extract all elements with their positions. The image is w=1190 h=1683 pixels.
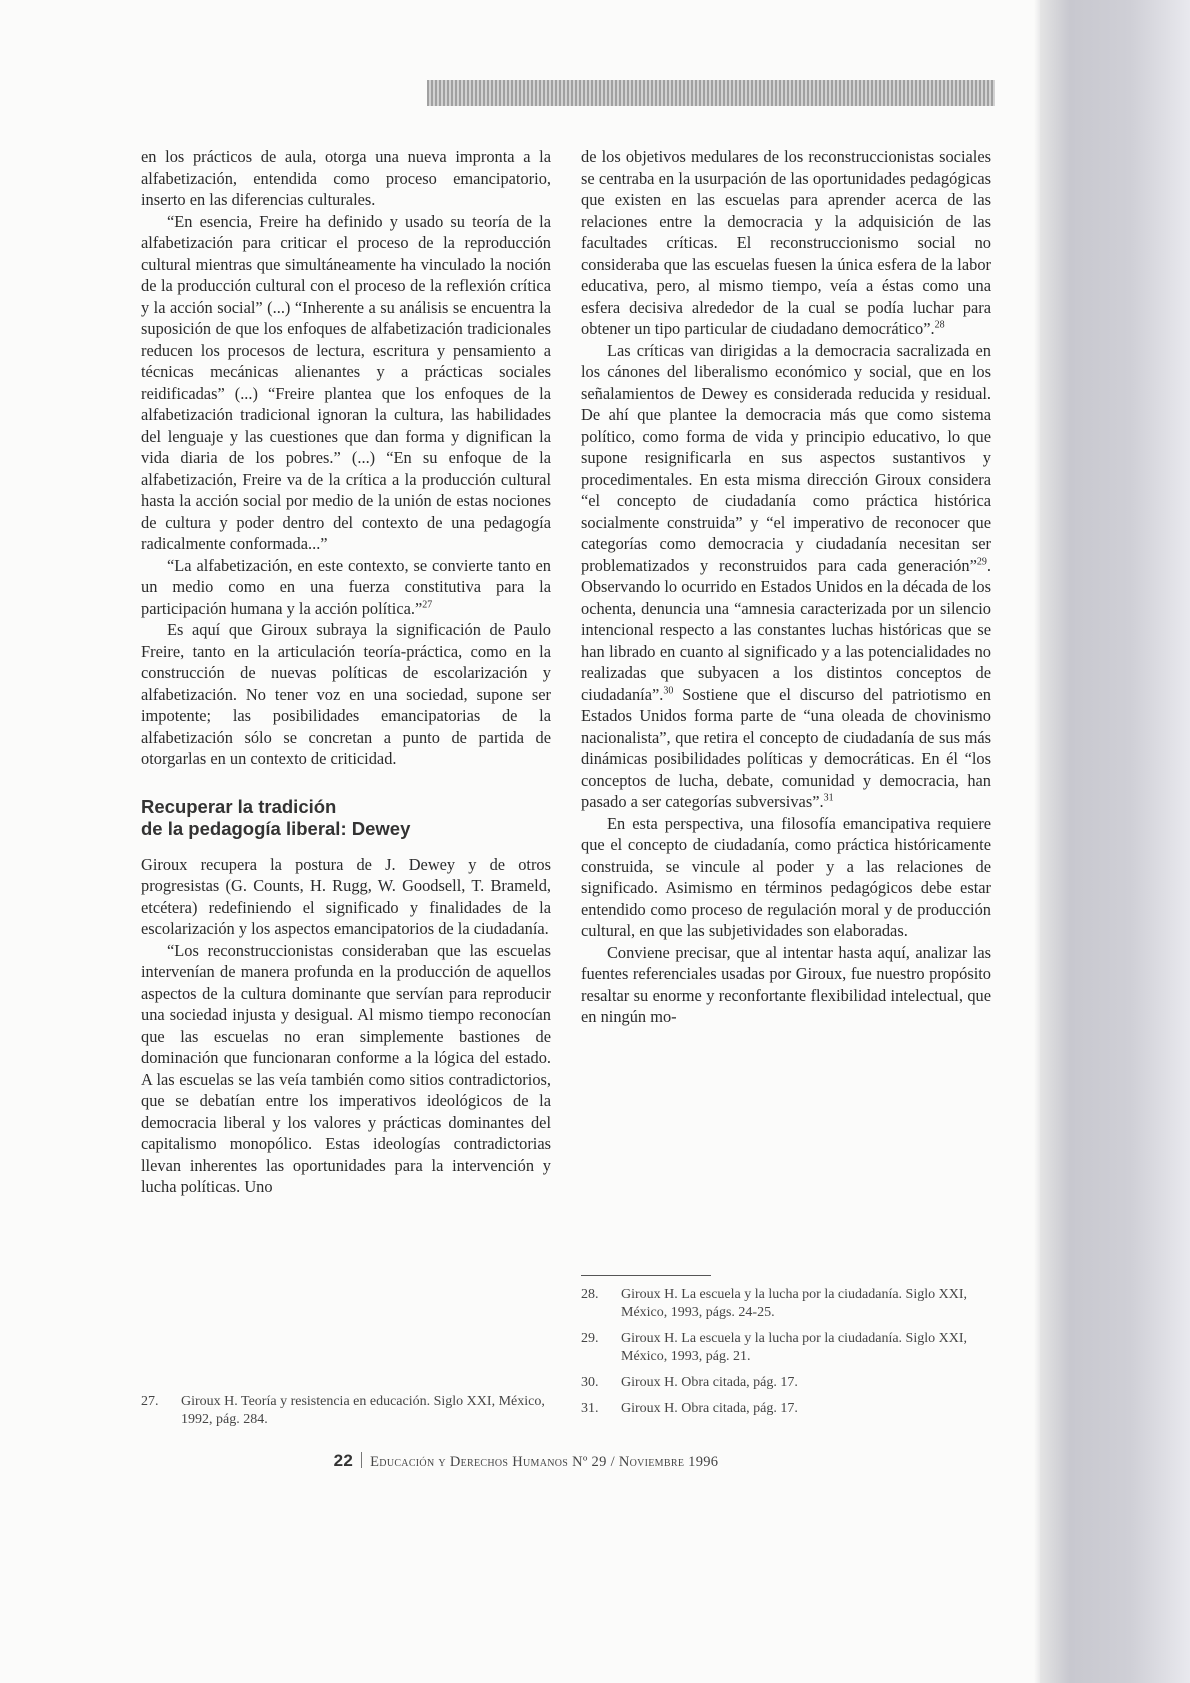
footnote-number: 28. [581,1287,599,1302]
footnote-divider [581,1275,711,1276]
footnote-text: Giroux H. Obra citada, pág. 17. [621,1401,798,1416]
footnote-text: Giroux H. La escuela y la lucha por la ciudadanía. Siglo XXI, México, 1993, págs. 24-25. [621,1287,968,1320]
header-decorative-bar [427,80,995,106]
paragraph: “Los reconstruccionistas consideraban que las escuelas intervenían de manera profunda en la producción de aquellos aspectos de la cultura dominante que servían para reproducir una sociedad injusta y desigual. Al mismo tiempo reconocían que las escuelas no eran simplemente bastiones de dominación que funcionaran conforme a la lógica del estado. A las escuelas se las veía también como sitios contradictorios, que se debatían entre los imperativos ideológicos de la democracia liberal y los valores y prácticas dominantes del capitalismo monopólico. Estas ideologías contradictorias llevan inherentes las oportunidades para la intervención y lucha políticas. Uno [141,940,551,1196]
footnote-number: 27. [141,1394,159,1409]
footer-divider [361,1452,362,1468]
footnote-number: 29. [581,1331,599,1346]
footnotes-left [141,1393,571,1437]
footnote-ref: 31 [823,792,834,804]
issue-info: Nº 29 / Noviembre 1996 [572,1454,719,1470]
footnote-number: 31. [581,1401,599,1416]
footnote-ref: 27 [422,599,433,611]
left-column [141,146,551,1198]
journal-title: Educación y Derechos Humanos [370,1454,569,1470]
section-heading [141,796,551,840]
footnote-text: Giroux H. Obra citada, pág. 17. [621,1375,798,1390]
paragraph-text: de los objetivos medulares de los reconstruccionistas sociales se centraba en la usurpación de las oportunidades pedagógicas que existen en las escuelas para aprender acerca de las relaciones entre la democracia y la adquisición de las facultades críticas. El reconstruccionismo social no consideraba que las escuelas fuesen la única esfera de la labor educativa, pero, al mismo tiempo, veía a éstas como una esfera decisiva alrededor de la cual se podía luchar para obtener un tipo particular de ciudadano democrático”. [581,147,991,338]
paragraph: “En esencia, Freire ha definido y usado su teoría de la alfabetización para criticar el proceso de la reproducción cultural mientras que simultáneamente ha vinculado la noción de la producción cultural con el proceso de la reflexión crítica y la acción social” (...) “Inherente a su análisis se encuentra la suposición de que los enfoques de alfabetización tradicionales reducen los procesos de lectura, escritura y pensamiento a técnicas mecánicas alienantes y a prácticas sociales reidificadas” (...) “Freire plantea que los enfoques de la alfabetización tradicional ignoran la cultura, las habilidades del lenguaje y las cuestiones que dan forma y dignifican la vida diaria de los pobres.” (...) “En su enfoque de la alfabetización, Freire va de la crítica a la producción cultural hasta la acción social por medio de la unión de estas nociones de cultura y poder dentro del contexto de una pedagogía radicalmente conformada...” [141,211,551,553]
paragraph: en los prácticos de aula, otorga una nueva impronta a la alfabetización, entendida como proceso emancipatorio, inserto en las diferencias culturales. [141,147,551,209]
paragraph [581,146,991,340]
paragraph-text: Sostiene que el discurso del patriotismo en Estados Unidos forma parte de “una oleada de chovinismo nacionalista”, que retira el concepto de ciudadanía de sus más dinámicas posibilidades políticas y democráticas. En él “los conceptos de lucha, debate, comunidad y democracia, han pasado a ser categorías subversivas”. [581,684,991,811]
page-number: 22 [333,1451,354,1470]
paragraph: Es aquí que Giroux subraya la significación de Paulo Freire, tanto en la articulación teoría-práctica, como en la construcción de nuevas políticas de escolarización y alfabetización. No tener voz en una sociedad, supone ser impotente; las posibilidades emancipatorias de la alfabetización sólo se concretan a punto de partida de otorgarlas en un contexto de criticidad. [141,620,551,768]
heading-line: Recuperar la tradición [141,795,337,817]
background-shadow [1040,0,1190,1683]
footnote-text: Giroux H. Teoría y resistencia en educación. Siglo XXI, México, 1992, pág. 284. [181,1394,545,1427]
footnote-ref: 30 [663,685,674,697]
heading-line: de la pedagogía liberal: Dewey [141,817,411,839]
footnote [581,1400,1011,1418]
paragraph: En esta perspectiva, una filosofía emancipativa requiere que el concepto de ciudadanía, como práctica históricamente construida, se vincule al poder y a las relaciones de significado. Asimismo en términos pedagógicos debe estar entendido como proceso de regulación moral y de producción cultural, en que las subjetividades son elaboradas. [581,813,991,940]
paragraph: Giroux recupera la postura de J. Dewey y de otros progresistas (G. Counts, H. Rugg, W. Goodsell, T. Brameld, etcétera) redefiniendo el significado y finalidades de la escolarización y los aspectos emancipatorios de la ciudadanía. [141,854,551,938]
footnotes-right [581,1286,1011,1426]
footnote [581,1374,1011,1392]
footnote [581,1330,1011,1366]
paragraph: Conviene precisar, que al intentar hasta aquí, analizar las fuentes referenciales usadas por Giroux, fue nuestro propósito resaltar su enorme y reconfortante flexibilidad intelectual, que en ningún mo- [581,942,991,1026]
footnote [581,1286,1011,1322]
footnote-number: 30. [581,1375,599,1390]
paragraph [141,555,551,620]
footnote-ref: 29 [976,556,987,568]
right-column [581,146,991,1028]
paragraph-text: . Observando lo ocurrido en Estados Unidos en la década de los ochenta, denuncia una “amnesia caracterizada por un silencio intencional respecto a las constantes luchas históricas que se han librado en cuanto al significado y a las potencialidades no realizadas que subyacen a los distintos conceptos de ciudadanía”. [581,555,991,704]
page-footer [0,1451,1052,1471]
paragraph [581,340,991,813]
footnote [141,1393,571,1429]
paragraph-text: Las críticas van dirigidas a la democracia sacralizada en los cánones del liberalismo económico y social, que en los señalamientos de Dewey es considerada reducida y residual. De ahí que plantee la democracia más que como sistema político, como forma de vida y principio educativo, lo que supone resignificarla en sus aspectos sustantivos y procedimentales. En esta misma dirección Giroux considera “el concepto de ciudadanía como práctica histórica socialmente construida” y “el imperativo de reconocer que categorías como democracia y ciudadanía necesitan ser problematizados y reconstruidos para cada generación” [581,340,991,575]
paragraph-text: “La alfabetización, en este contexto, se convierte tanto en un medio como en una fuerza constitutiva para la participación humana y la acción política.” [141,555,551,618]
footnote-text: Giroux H. La escuela y la lucha por la ciudadanía. Siglo XXI, México, 1993, pág. 21. [621,1331,968,1364]
footnote-ref: 28 [934,319,945,331]
